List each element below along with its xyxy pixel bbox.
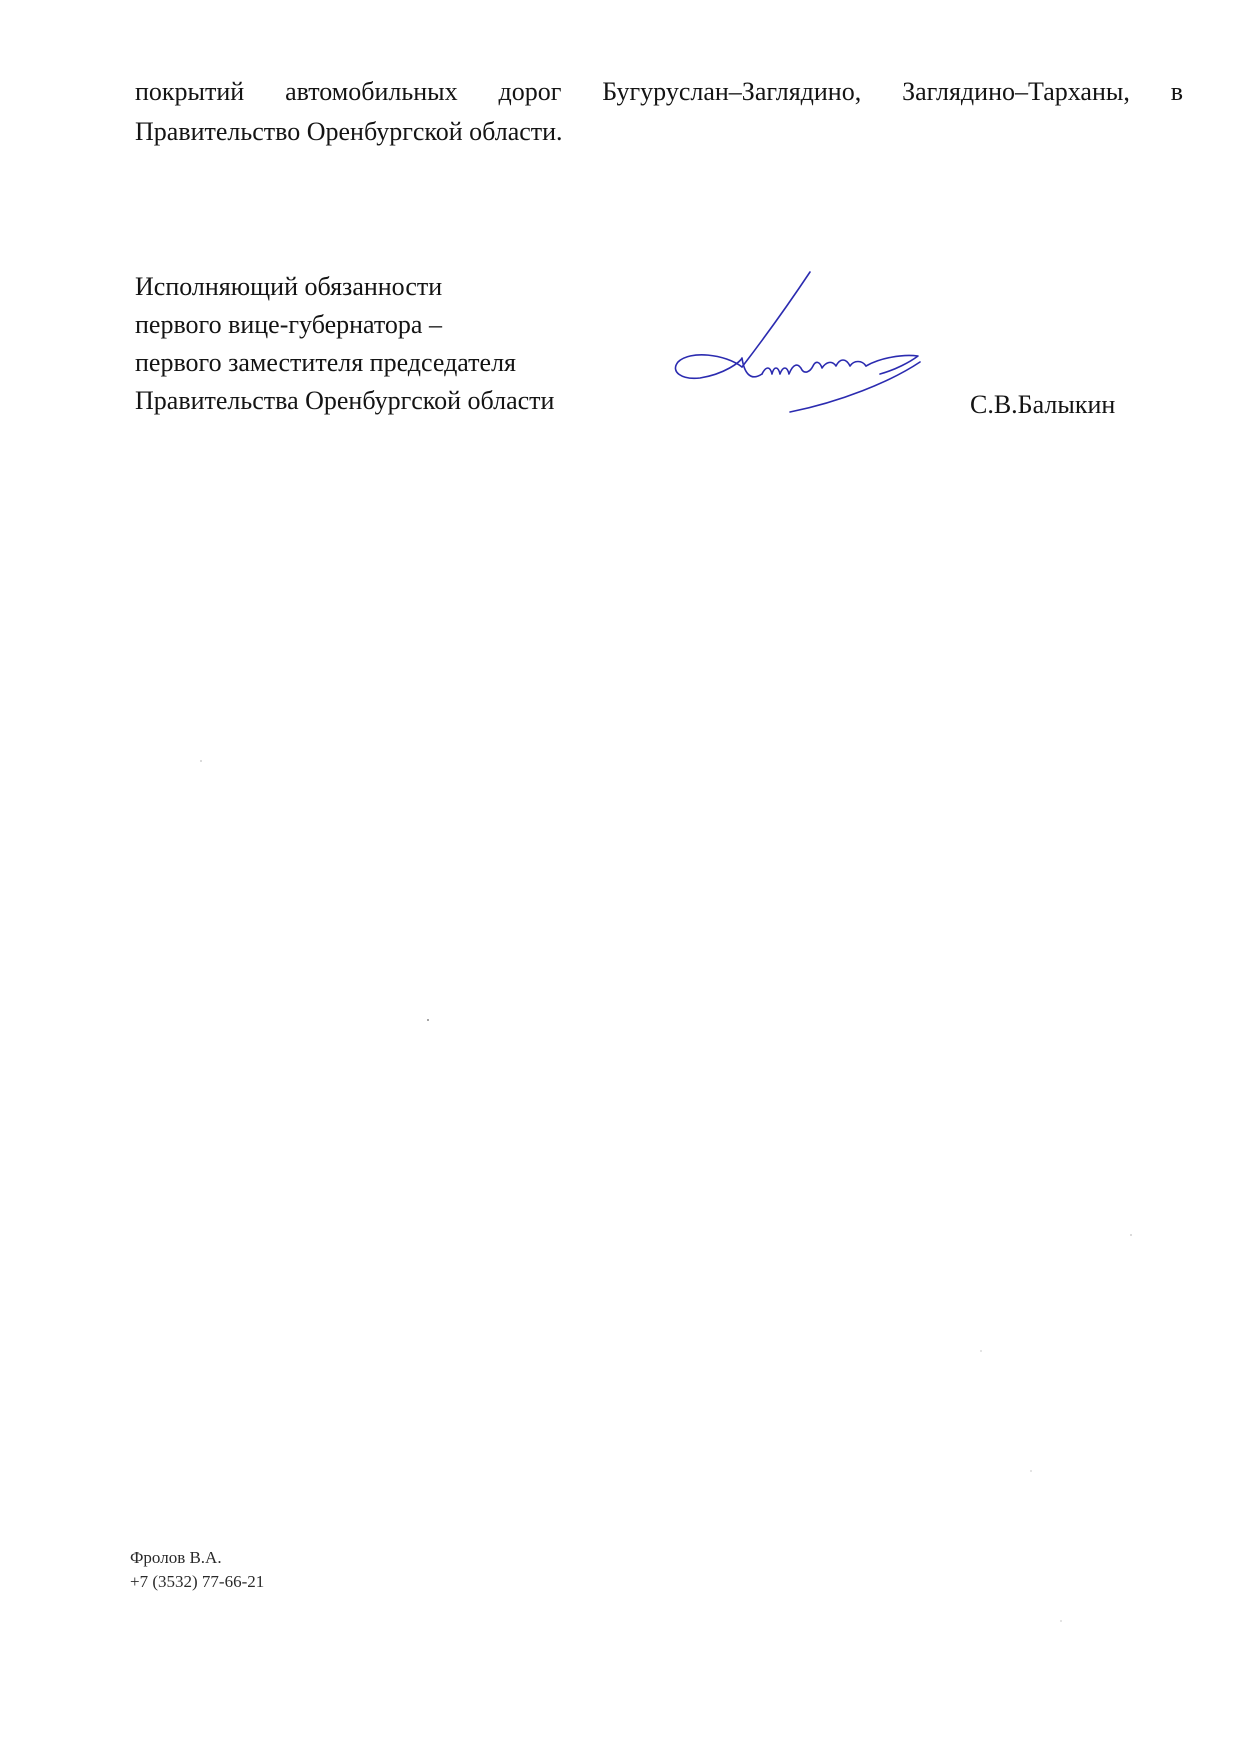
handwritten-signature (670, 262, 950, 432)
body-paragraph (135, 72, 1183, 152)
scan-speck (427, 1019, 429, 1021)
executor-footer (130, 1546, 264, 1594)
scan-speck (1030, 1470, 1032, 1472)
body-line-1: покрытий автомобильных дорог Бугуруслан–Заглядино, Заглядино–Тарханы, в (135, 77, 1183, 106)
executor-phone: +7 (3532) 77-66-21 (130, 1572, 265, 1591)
signatory-title-line-2: первого вице-губернатора – (135, 310, 442, 339)
signatory-title (135, 268, 554, 420)
scan-speck (980, 1350, 982, 1352)
scan-speck (1130, 1234, 1132, 1236)
signer-name: С.В.Балыкин (970, 390, 1116, 419)
body-line-2: Правительство Оренбургской области. (135, 117, 563, 146)
signatory-title-line-1: Исполняющий обязанности (135, 272, 443, 301)
signatory-title-line-3: первого заместителя председателя (135, 348, 516, 377)
executor-name: Фролов В.А. (130, 1548, 222, 1567)
scan-speck (200, 760, 202, 762)
scan-speck (1060, 1620, 1062, 1622)
signatory-title-line-4: Правительства Оренбургской области (135, 386, 555, 415)
